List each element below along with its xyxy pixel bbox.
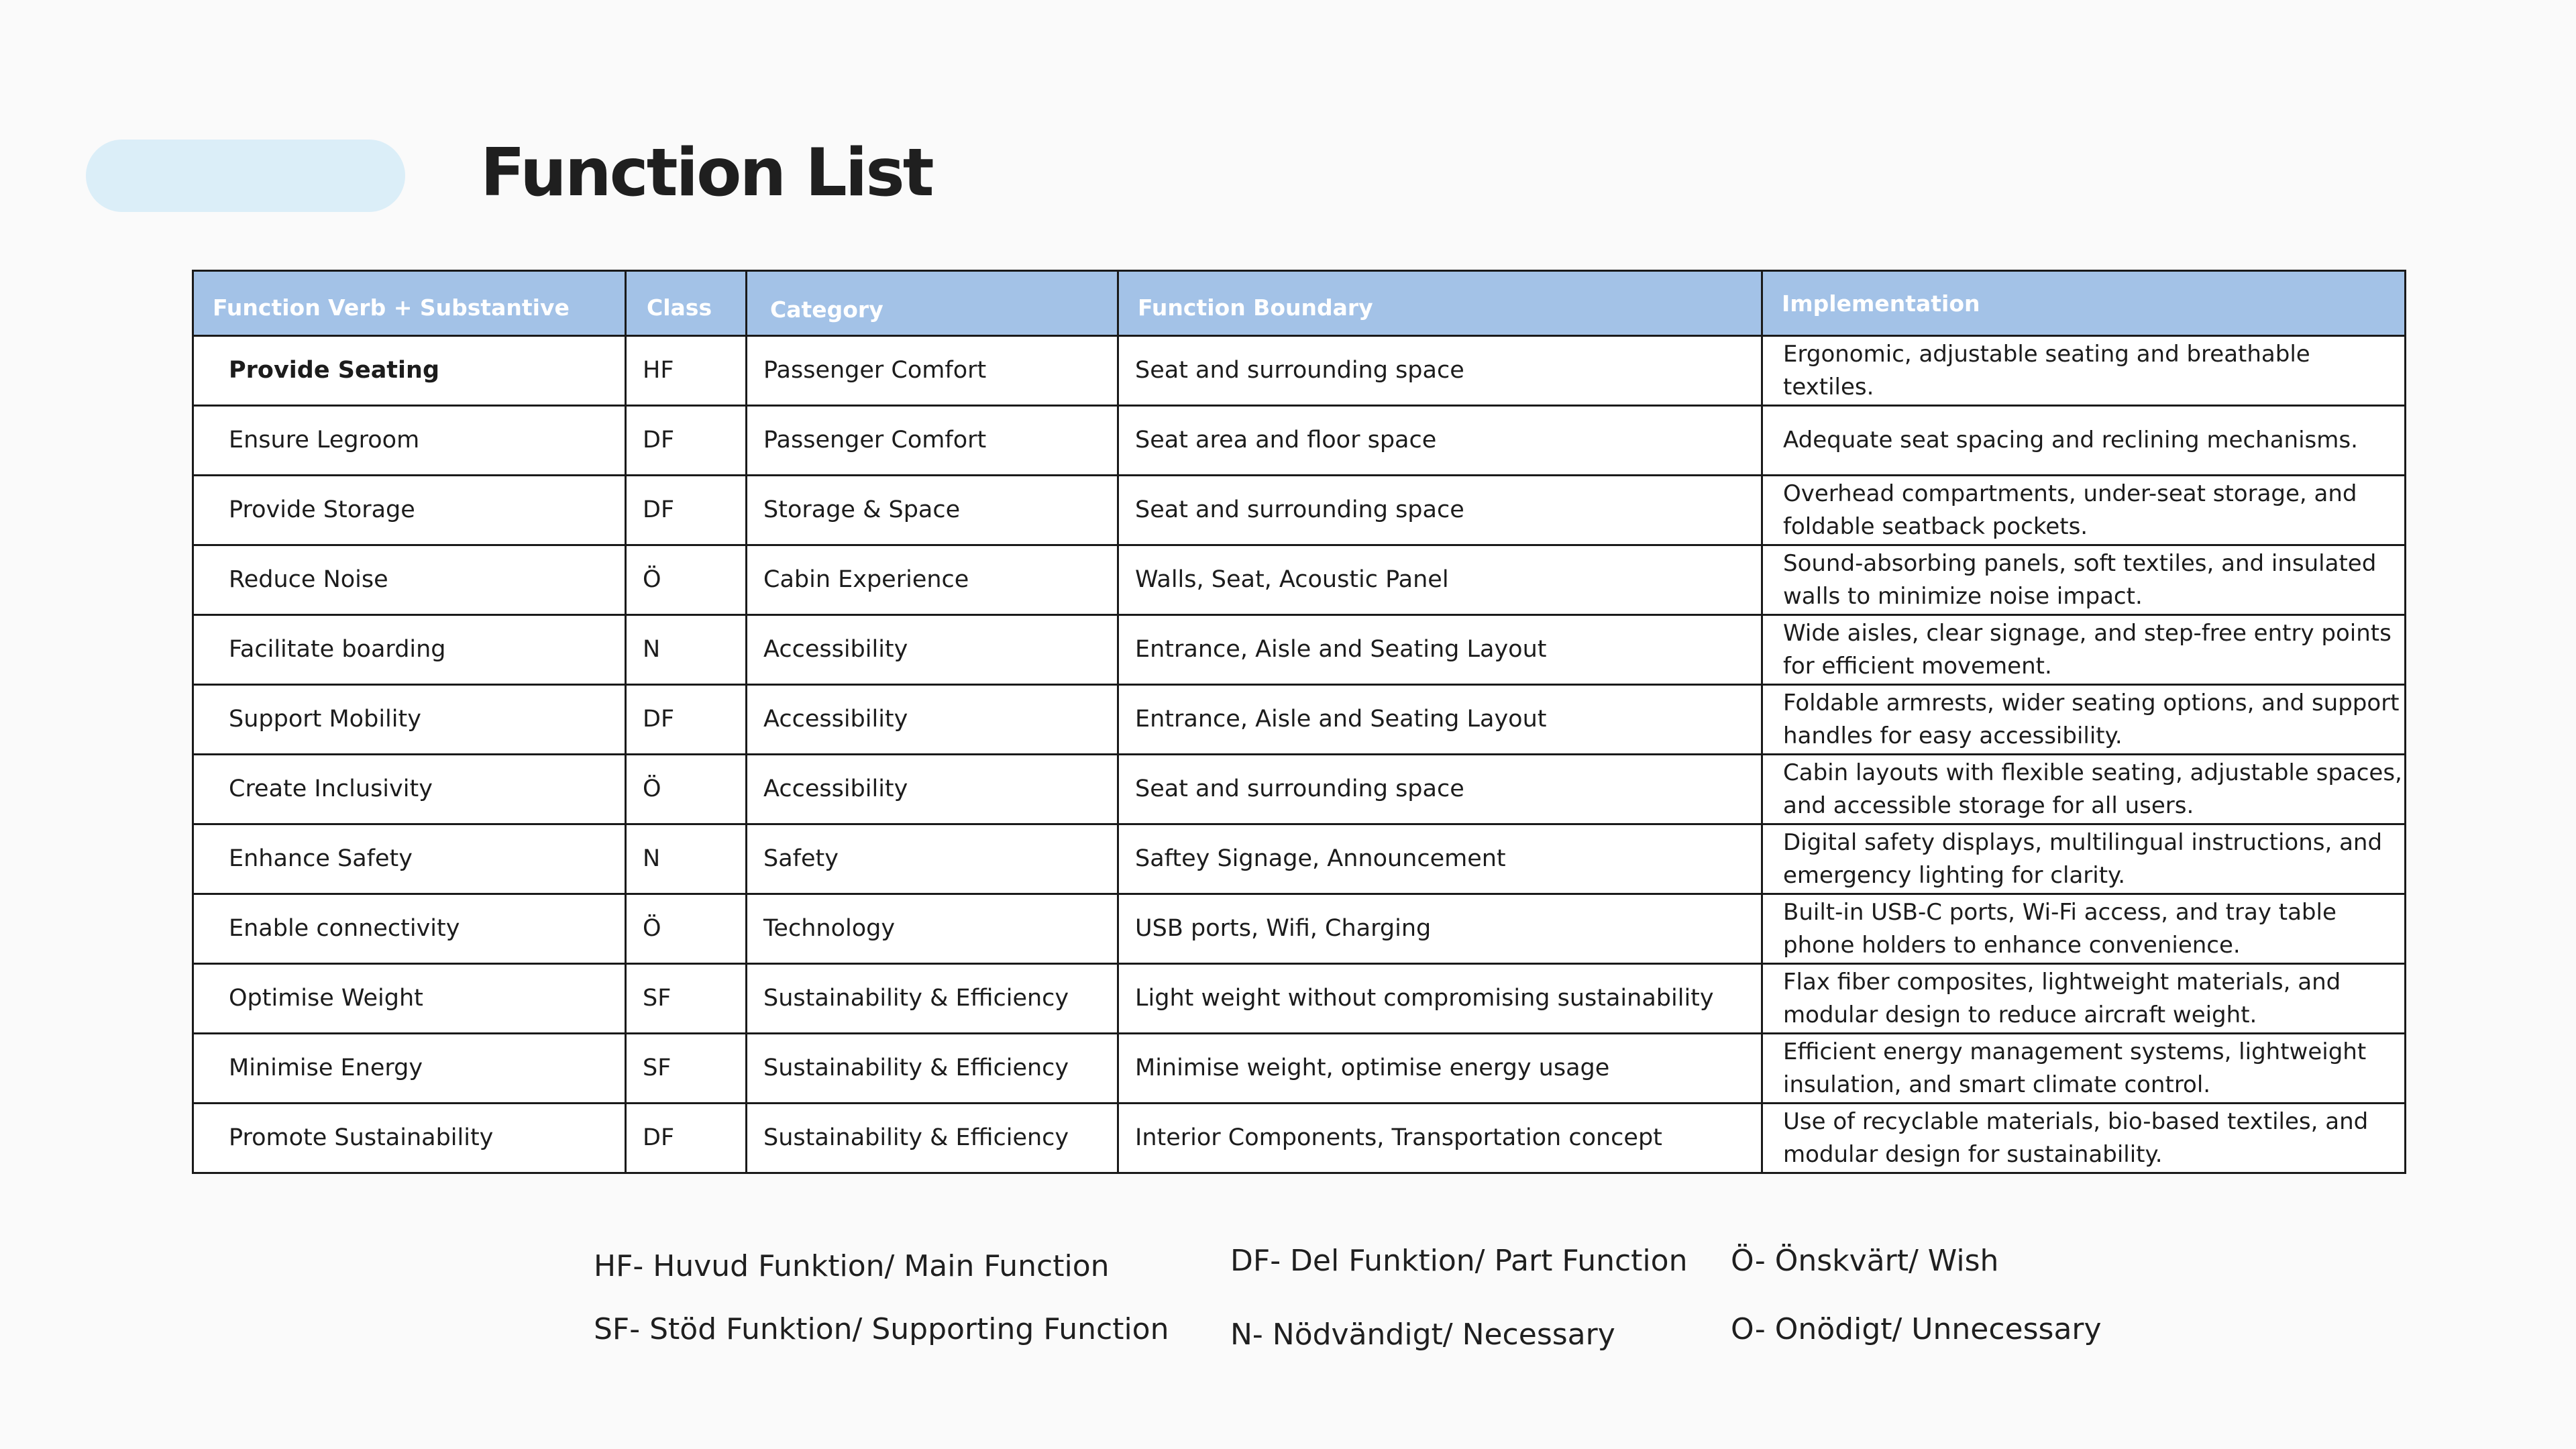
cell-boundary: Walls, Seat, Acoustic Panel [1118,545,1762,615]
header-implementation: Implementation [1762,271,2406,336]
legend-hf: HF- Huvud Funktion/ Main Function [594,1249,1110,1283]
cell-boundary: Saftey Signage, Announcement [1118,824,1762,894]
table-row [193,894,2406,964]
function-table [192,270,2406,1174]
cell-implementation: Adequate seat spacing and reclining mechanisms. [1762,406,2406,476]
cell-function: Promote Sustainability [193,1104,626,1173]
cell-class: Ö [626,755,747,824]
cell-function: Facilitate boarding [193,615,626,685]
table-row [193,476,2406,545]
table-row [193,545,2406,615]
cell-implementation: Sound-absorbing panels, soft textiles, and insulated walls to minimize noise impact. [1762,545,2406,615]
cell-class: Ö [626,545,747,615]
cell-class: N [626,824,747,894]
cell-implementation: Built-in USB-C ports, Wi-Fi access, and tray table phone holders to enhance convenience. [1762,894,2406,964]
table-row [193,615,2406,685]
table-row [193,755,2406,824]
header-function: Function Verb + Substantive [193,271,626,336]
legend-o-wish: Ö- Önskvärt/ Wish [1731,1244,1999,1278]
cell-implementation: Foldable armrests, wider seating options, and support handles for easy accessibility. [1762,685,2406,755]
cell-category: Storage & Space [747,476,1118,545]
cell-category: Passenger Comfort [747,336,1118,406]
legend-o-unnecessary: O- Onödigt/ Unnecessary [1731,1312,2102,1346]
page-title: Function List [480,135,932,211]
cell-function: Minimise Energy [193,1034,626,1104]
cell-class: SF [626,1034,747,1104]
cell-implementation: Digital safety displays, multilingual instructions, and emergency lighting for clarity. [1762,824,2406,894]
cell-function: Reduce Noise [193,545,626,615]
cell-boundary: Interior Components, Transportation concept [1118,1104,1762,1173]
cell-class: DF [626,406,747,476]
legend-df: DF- Del Funktion/ Part Function [1230,1244,1688,1278]
cell-boundary: Minimise weight, optimise energy usage [1118,1034,1762,1104]
table-row [193,336,2406,406]
cell-function: Provide Seating [193,336,626,406]
cell-class: DF [626,476,747,545]
cell-boundary: Entrance, Aisle and Seating Layout [1118,685,1762,755]
cell-function: Optimise Weight [193,964,626,1034]
table-row [193,964,2406,1034]
cell-function: Provide Storage [193,476,626,545]
header-boundary: Function Boundary [1118,271,1762,336]
cell-boundary: Light weight without compromising sustainability [1118,964,1762,1034]
cell-class: HF [626,336,747,406]
table-row [193,685,2406,755]
decorative-pill [86,140,405,212]
cell-implementation: Flax fiber composites, lightweight materials, and modular design to reduce aircraft weight. [1762,964,2406,1034]
cell-boundary: Seat and surrounding space [1118,755,1762,824]
cell-implementation: Overhead compartments, under-seat storage, and foldable seatback pockets. [1762,476,2406,545]
table-header-row [193,271,2406,336]
header-class: Class [626,271,747,336]
cell-boundary: Seat and surrounding space [1118,336,1762,406]
cell-class: DF [626,1104,747,1173]
cell-category: Sustainability & Efficiency [747,964,1118,1034]
table-row [193,1034,2406,1104]
cell-category: Sustainability & Efficiency [747,1034,1118,1104]
cell-category: Sustainability & Efficiency [747,1104,1118,1173]
cell-boundary: Seat and surrounding space [1118,476,1762,545]
cell-implementation: Use of recyclable materials, bio-based textiles, and modular design for sustainability. [1762,1104,2406,1173]
cell-implementation: Ergonomic, adjustable seating and breathable textiles. [1762,336,2406,406]
legend-sf: SF- Stöd Funktion/ Supporting Function [594,1312,1169,1346]
cell-function: Enhance Safety [193,824,626,894]
cell-implementation: Wide aisles, clear signage, and step-free entry points for efficient movement. [1762,615,2406,685]
header-category: Category [747,271,1118,336]
cell-category: Cabin Experience [747,545,1118,615]
cell-class: SF [626,964,747,1034]
legend-n: N- Nödvändigt/ Necessary [1230,1318,1615,1352]
cell-category: Passenger Comfort [747,406,1118,476]
cell-class: DF [626,685,747,755]
cell-category: Accessibility [747,755,1118,824]
cell-class: N [626,615,747,685]
cell-category: Accessibility [747,685,1118,755]
cell-function: Ensure Legroom [193,406,626,476]
cell-implementation: Cabin layouts with flexible seating, adjustable spaces, and accessible storage for all users. [1762,755,2406,824]
table-row [193,1104,2406,1173]
cell-category: Safety [747,824,1118,894]
cell-function: Create Inclusivity [193,755,626,824]
cell-function: Enable connectivity [193,894,626,964]
cell-boundary: Seat area and floor space [1118,406,1762,476]
cell-implementation: Efficient energy management systems, lightweight insulation, and smart climate control. [1762,1034,2406,1104]
table-row [193,824,2406,894]
table-row [193,406,2406,476]
cell-boundary: Entrance, Aisle and Seating Layout [1118,615,1762,685]
cell-category: Accessibility [747,615,1118,685]
cell-function: Support Mobility [193,685,626,755]
cell-class: Ö [626,894,747,964]
cell-boundary: USB ports, Wifi, Charging [1118,894,1762,964]
cell-category: Technology [747,894,1118,964]
